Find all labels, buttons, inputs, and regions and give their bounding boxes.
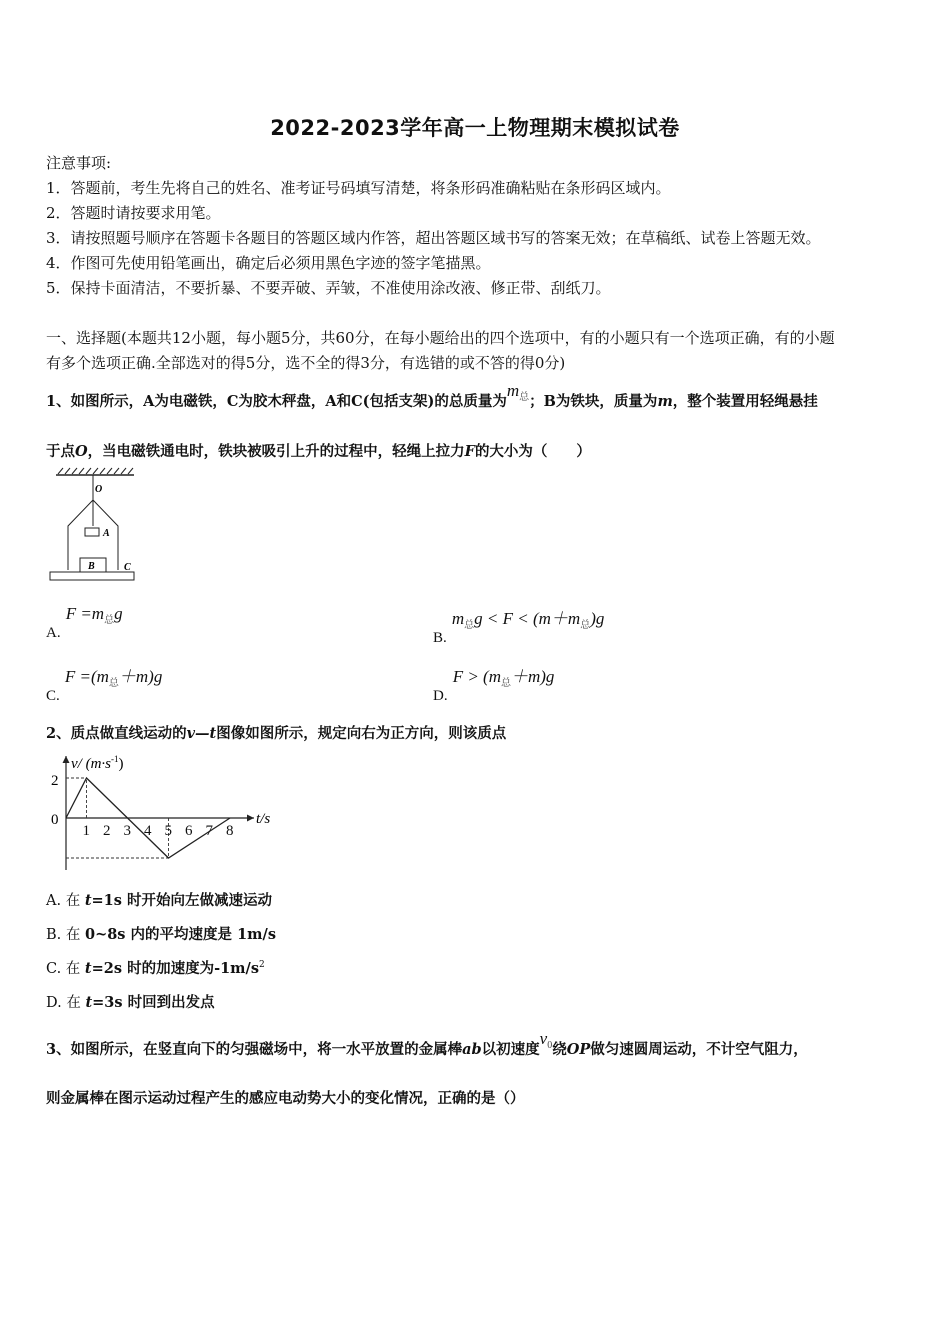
section-heading-line2: 有多个选项正确.全部选对的得5分，选不全的得3分，有选错的或不答的得0分) [46,354,566,372]
x-tick-label: 7 [205,823,213,839]
q3-stem-line1: 3、如图所示，在竖直向下的匀强磁场中，将一水平放置的金属棒ab以初速度$v_0$绕OP做匀速圆周运动，不计空气阻力， [46,1029,808,1058]
origin-label: 0 [51,812,59,828]
q2-option-a[interactable]: A. 在 t=1s 时开始向左做减速运动 [46,892,272,909]
q1-option-a[interactable]: A. $F =m_总g$ [46,604,123,641]
x-tick-label: 2 [103,823,111,839]
q3-stem-line2: 则金属棒在图示运动过程产生的感应电动势大小的变化情况，正确的是（） [46,1090,525,1107]
notice-item-3: 3．请按照题号顺序在答题卡各题目的答题区域内作答，超出答题区域书写的答案无效；在草稿纸、试卷上答题无效。 [46,229,821,247]
section-heading-line1: 一、选择题(本题共12小题，每小题5分，共60分，在每小题给出的四个选项中，有的小题只有一个选项正确，有的小题 [46,329,835,347]
fig-label-b: B [88,561,95,572]
q1-option-b-formula: $m_总g < F < (m+m_总)g$ [451,609,605,631]
x-tick-label: 8 [226,823,234,839]
x-tick-label: 1 [82,823,90,839]
q2-option-d[interactable]: D. 在 t=3s 时回到出发点 [46,994,215,1011]
q1-option-b[interactable]: B. $m_总g < F < (m+m_总)g$ [433,609,605,646]
notice-item-5: 5．保持卡面清洁，不要折暴、不要弄破、弄皱，不准使用涂改液、修正带、刮纸刀。 [46,279,611,297]
t-axis-label: t/s [256,811,271,827]
x-tick-label: 6 [185,823,193,839]
x-tick-label: 5 [164,823,172,839]
y-tick-2: 2 [51,773,59,789]
notice-item-4: 4．作图可先使用铅笔画出，确定后必须用黑色字迹的签字笔描黑。 [46,254,491,272]
q1-option-a-formula: $F =m_总g$ [65,604,123,626]
fig-label-a: A [103,528,110,539]
q1-option-d[interactable]: D. $F > (m_总+m)g$ [433,667,555,704]
q2-option-b[interactable]: B. 在 0~8s 内的平均速度是 1m/s [46,926,276,943]
q2-vt-graph [46,748,286,872]
notice-item-2: 2．答题时请按要求用笔。 [46,204,221,222]
q1-stem-line2: 于点O，当电磁铁通电时，铁块被吸引上升的过程中，轻绳上拉力F的大小为（ ） [46,443,591,460]
x-tick-label: 4 [144,823,152,839]
q2-option-c[interactable]: C. 在 t=2s 时的加速度为$-1m/s^2$ [46,960,265,977]
notice-item-1: 1．答题前，考生先将自己的姓名、准考证号码填写清楚，将条形码准确粘贴在条形码区域内。 [46,179,671,197]
q1-option-d-formula: $F > (m_总+m)g$ [452,667,555,689]
page-title: 2022-2023学年高一上物理期末模拟试卷 [270,116,680,140]
q1-apparatus-figure [46,466,141,586]
notice-heading: 注意事项: [46,154,112,172]
q1-option-c-formula: $F =(m_总+m)g$ [64,667,163,689]
fig-label-c: C [124,562,131,573]
q1-option-c[interactable]: C. $F =(m_总+m)g$ [46,667,163,704]
fig-label-o: O [95,484,103,495]
q2-stem: 2、质点做直线运动的v—t图像如图所示，规定向右为正方向，则该质点 [46,725,507,742]
v-axis-label: v/ $(m\cdot s^{-1})$ [71,754,124,772]
q1-stem-line1: 1、如图所示，A为电磁铁，C为胶木秤盘，A和C(包括支架)的总质量为$m_总$；B为铁块，质量为m，整个装置用轻绳悬挂 [46,381,818,410]
x-tick-label: 3 [123,823,131,839]
